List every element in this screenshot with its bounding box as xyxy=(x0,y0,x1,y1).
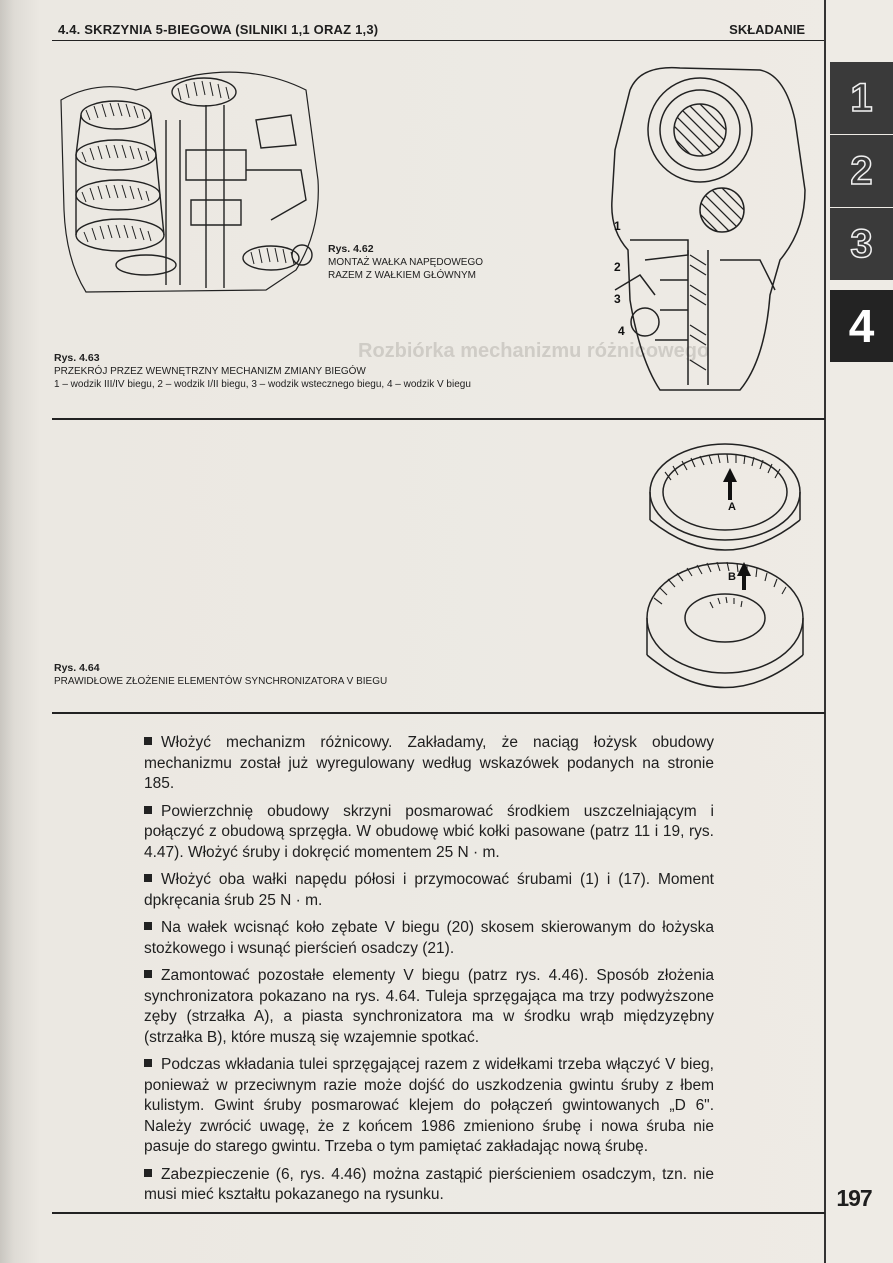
bullet-icon xyxy=(144,922,152,930)
section-divider-1 xyxy=(52,418,825,420)
chapter-tab-3[interactable] xyxy=(830,208,893,280)
chapter-tab-label: 3 xyxy=(850,221,873,266)
procedure-step-6 xyxy=(144,1055,714,1158)
chapter-tab-label: 1 xyxy=(850,75,873,120)
procedure-step-text: Powierzchnię obudowy skrzyni posmarować środkiem uszczelniającym i połączyć z obudową sprzęgła. W obudowę wbić kołki pasowane (patrz 11 i 19, rys. 4.47). Włożyć śruby i dokręcić momentem 25 N · m. xyxy=(144,802,714,861)
figure-4-63-callout-4: 4 xyxy=(618,324,625,338)
figure-4-62-line2: RAZEM Z WAŁKIEM GŁÓWNYM xyxy=(328,270,476,281)
figure-4-62-line1: MONTAŻ WAŁKA NAPĘDOWEGO xyxy=(328,257,484,268)
procedure-step-5 xyxy=(144,966,714,1048)
figure-4-64-arrow-a-label: A xyxy=(728,501,736,513)
chapter-tab-label: 4 xyxy=(848,300,875,352)
figure-4-63-callout-2: 2 xyxy=(614,260,621,274)
figure-4-63-number: Rys. 4.63 xyxy=(54,352,100,364)
chapter-tab-label: 2 xyxy=(850,148,873,193)
procedure-step-7 xyxy=(144,1165,714,1206)
figure-4-63-callout-3: 3 xyxy=(614,292,621,306)
section-divider-2 xyxy=(52,712,825,714)
procedure-step-text: Zabezpieczenie (6, rys. 4.46) można zastąpić pierścieniem osadczym, tzn. nie musi mieć kształtu pokazanego na rysunku. xyxy=(144,1165,714,1203)
procedure-step-1 xyxy=(144,733,714,795)
bullet-icon xyxy=(144,1059,152,1067)
figure-4-64-number: Rys. 4.64 xyxy=(54,662,100,674)
figure-4-63-title: PRZEKRÓJ PRZEZ WEWNĘTRZNY MECHANIZM ZMIANY BIEGÓW xyxy=(54,366,366,377)
procedure-step-text: Podczas wkładania tulei sprzęgającej razem z widełkami trzeba włączyć V bieg, ponieważ w przeciwnym razie może dojść do uszkodzenia gwintu śruby z łbem kulistym. Gwint śruby posmarować klejem do połączeń gwintowanych „D 6". Należy zwrócić uwagę, że z końcem 1986 zmieniono śrubę i nowa śruba nie pasuje do starego gwintu. Trzeba o tym pamiętać zakładając nową śrubę. xyxy=(144,1056,714,1155)
header-divider xyxy=(52,40,825,41)
procedure-text xyxy=(144,733,714,1213)
figure-4-64-caption xyxy=(54,662,614,688)
figure-4-64-title: PRAWIDŁOWE ZŁOŻENIE ELEMENTÓW SYNCHRONIZATORA V BIEGU xyxy=(54,676,388,687)
figure-4-63-caption xyxy=(54,352,614,391)
chapter-tab-2[interactable] xyxy=(830,135,893,207)
figure-4-64-arrow-b-label: B xyxy=(728,571,736,583)
bullet-icon xyxy=(144,1169,152,1177)
procedure-step-4 xyxy=(144,918,714,959)
procedure-step-2 xyxy=(144,802,714,864)
chapter-tab-1[interactable] xyxy=(830,62,893,134)
bleed-through-heading: Rozbiórka mechanizmu różnicowego xyxy=(358,340,710,362)
procedure-step-text: Włożyć mechanizm różnicowy. Zakładamy, że naciąg łożysk obudowy mechanizmu został już wyregulowany według wskazówek podanych na stronie 185. xyxy=(144,734,714,792)
figure-4-63-cross-section-drawing xyxy=(600,60,810,400)
bullet-icon xyxy=(144,806,152,814)
figure-4-62-caption xyxy=(328,243,483,282)
bullet-icon xyxy=(144,970,152,978)
figure-4-63-legend: 1 – wodzik III/IV biegu, 2 – wodzik I/II biegu, 3 – wodzik wstecznego biegu, 4 – wodzik V biegu xyxy=(54,379,471,390)
figure-4-63-callout-1: 1 xyxy=(614,219,621,233)
procedure-step-text: Na wałek wcisnąć koło zębate V biegu (20) skosem skierowanym do łożyska stożkowego i wsunąć pierścień osadczy (21). xyxy=(144,919,714,957)
chapter-tab-4-active[interactable] xyxy=(830,290,893,362)
bullet-icon xyxy=(144,737,152,745)
running-header-section: SKŁADANIE xyxy=(729,22,805,37)
bullet-icon xyxy=(144,874,152,882)
procedure-step-text: Włożyć oba wałki napędu półosi i przymocować śrubami (1) i (17). Moment dpkręcania śrub 25 N · m. xyxy=(144,871,714,909)
figure-4-62-number: Rys. 4.62 xyxy=(328,243,374,255)
page-number: 197 xyxy=(836,1185,872,1211)
procedure-step-text: Zamontować pozostałe elementy V biegu (patrz rys. 4.46). Sposób złożenia synchronizatora pokazano na rys. 4.64. Tuleja sprzęgająca ma trzy podwyższone zęby (strzałka A), a piasta synchronizatora ma w środku wrąb międzyzębny (strzałka B), które muszą się wzajemnie spotkać. xyxy=(144,967,714,1046)
page-edge-line xyxy=(824,0,826,1263)
footer-divider xyxy=(52,1212,825,1214)
figure-4-62-shafts-drawing xyxy=(56,60,326,300)
running-header-title: 4.4. SKRZYNIA 5-BIEGOWA (SILNIKI 1,1 ORAZ 1,3) xyxy=(58,22,379,37)
procedure-step-3 xyxy=(144,870,714,911)
figure-4-64-synchronizer-drawing xyxy=(640,430,810,705)
